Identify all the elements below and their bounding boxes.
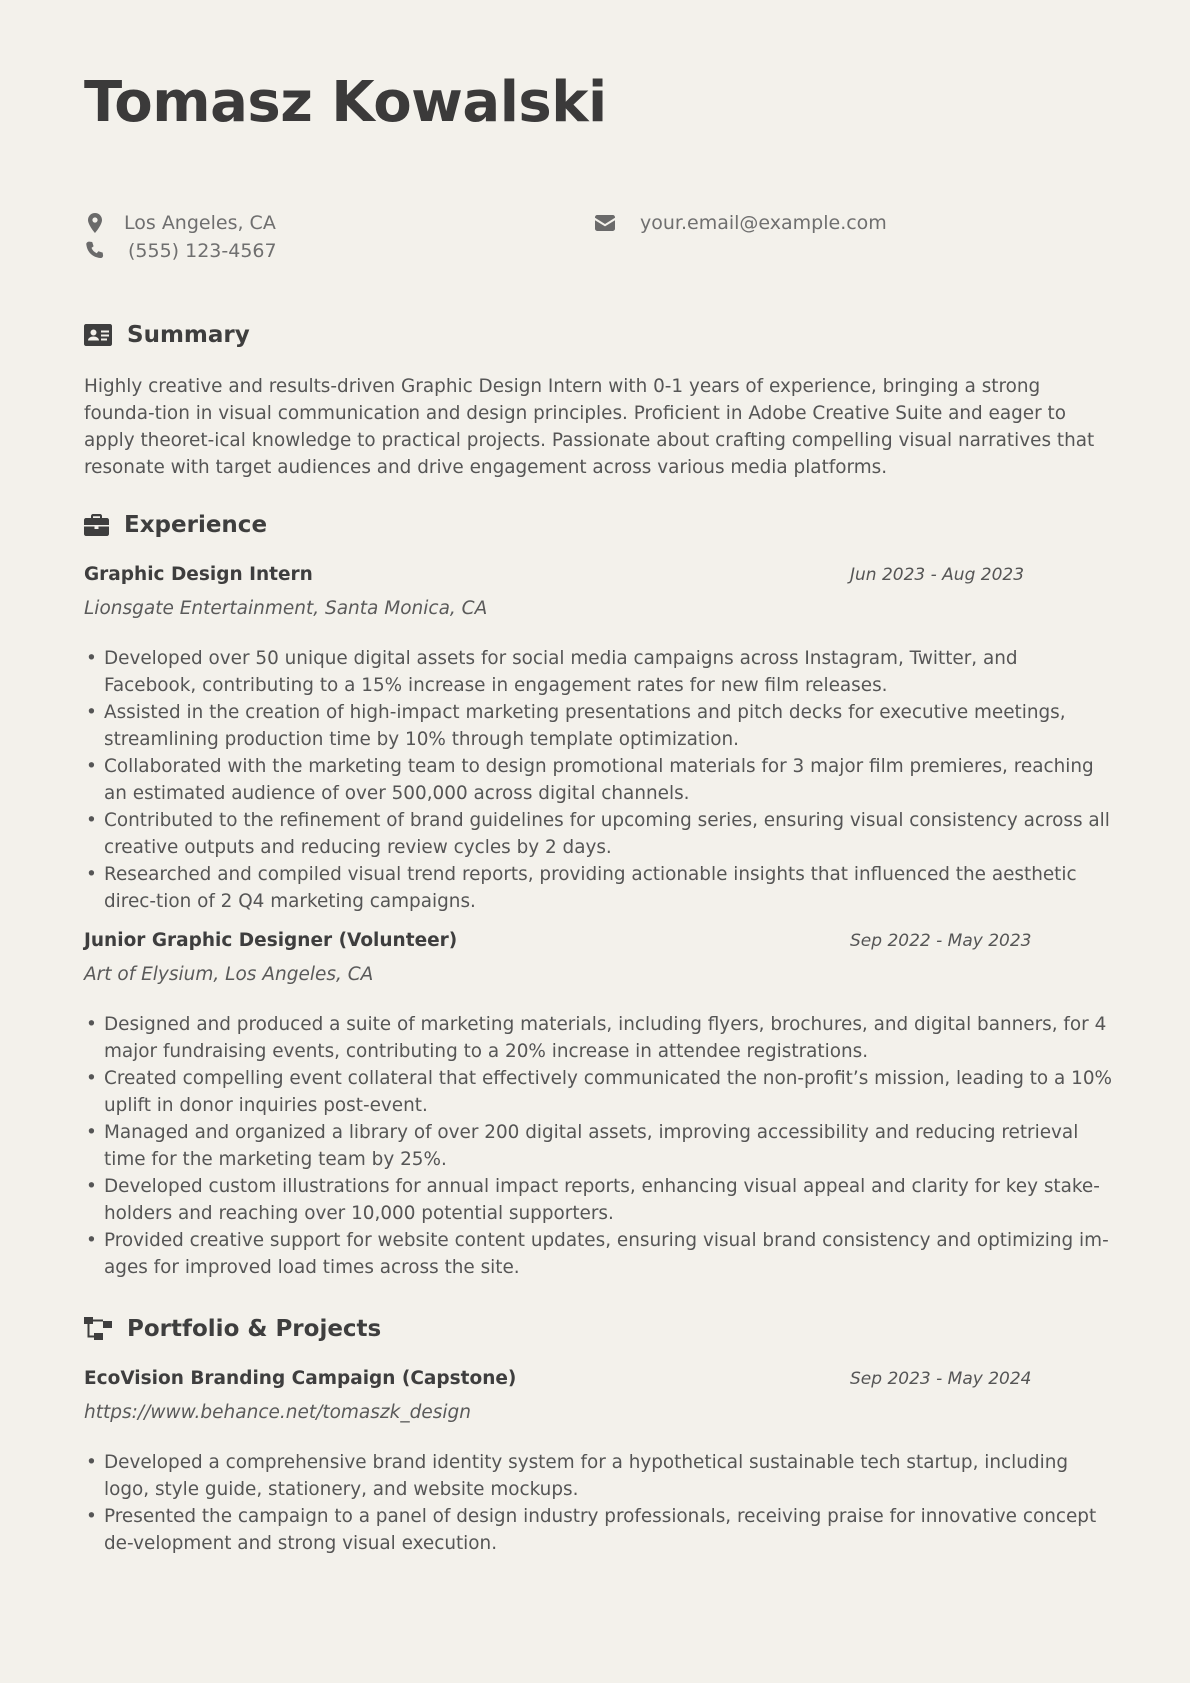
summary-heading: Summary xyxy=(127,322,250,348)
list-item: • Developed custom illustrations for annual impact reports, enhancing visual appeal and clarity for key stake-holders and reaching over 10,000 potential supporters. xyxy=(84,1173,1114,1227)
list-item: • Created compelling event collateral that effectively communicated the non-profit’s mission, leading to a 10% uplift in donor inquiries post-event. xyxy=(84,1065,1114,1119)
location-text: Los Angeles, CA xyxy=(124,212,276,234)
phone-text: (555) 123-4567 xyxy=(128,240,277,262)
contact-email[interactable] xyxy=(594,212,887,234)
job-bullets xyxy=(84,1011,1114,1281)
projects-section-heading xyxy=(84,1316,381,1342)
list-item: • Researched and compiled visual trend reports, providing actionable insights that influenced the aesthetic direc-tion of 2 Q4 marketing campaigns. xyxy=(84,861,1114,915)
job-dates: Sep 2022 - May 2023 xyxy=(850,931,1032,951)
job-dates: Jun 2023 - Aug 2023 xyxy=(850,565,1025,585)
map-pin-icon xyxy=(84,212,106,234)
list-item: • Developed over 50 unique digital assets for social media campaigns across Instagram, Twitter, and Facebook, contributing to a 15% increase in engagement rates for new film releases. xyxy=(84,645,1114,699)
job-bullets xyxy=(84,645,1114,915)
contact-phone xyxy=(84,240,277,262)
list-item: • Managed and organized a library of over 200 digital assets, improving accessibility and reducing retrieval time for the marketing team by 25%. xyxy=(84,1119,1114,1173)
list-item: • Developed a comprehensive brand identity system for a hypothetical sustainable tech startup, including logo, style guide, stationery, and website mockups. xyxy=(84,1449,1114,1503)
contact-location xyxy=(84,212,276,234)
list-item: • Collaborated with the marketing team to design promotional materials for 3 major film premieres, reaching an estimated audience of over 500,000 across digital channels. xyxy=(84,753,1114,807)
list-item: • Provided creative support for website content updates, ensuring visual brand consistency and optimizing im-ages for improved load times across the site. xyxy=(84,1227,1114,1281)
email-text[interactable]: your.email@example.com xyxy=(640,212,887,234)
candidate-name: Tomasz Kowalski xyxy=(84,70,607,135)
id-card-icon xyxy=(84,324,112,346)
list-item: • Designed and produced a suite of marketing materials, including flyers, brochures, and digital banners, for 4 major fundraising events, contributing to a 20% increase in attendee registrations. xyxy=(84,1011,1114,1065)
project-link[interactable]: https://www.behance.net/tomaszk_design xyxy=(84,1402,471,1423)
briefcase-icon xyxy=(84,514,109,536)
list-item: • Contributed to the refinement of brand guidelines for upcoming series, ensuring visual consistency across all creative outputs and reducing review cycles by 2 days. xyxy=(84,807,1114,861)
job-organization: Art of Elysium, Los Angeles, CA xyxy=(84,964,374,985)
job-title: Graphic Design Intern xyxy=(84,564,313,585)
phone-icon xyxy=(84,240,106,262)
job-title: Junior Graphic Designer (Volunteer) xyxy=(84,930,458,951)
project-bullets xyxy=(84,1449,1114,1557)
project-title: EcoVision Branding Campaign (Capstone) xyxy=(84,1368,517,1389)
list-item: • Presented the campaign to a panel of design industry professionals, receiving praise for innovative concept de-velopment and strong visual execution. xyxy=(84,1503,1114,1557)
summary-text: Highly creative and results-driven Graphic Design Intern with 0-1 years of experience, bringing a strong founda-tion in visual communication and design principles. Proficient in Adobe Creative Suite and eager to apply theoret-ical knowledge to practical projects. Passionate about crafting compelling visual narratives that resonate with target audiences and drive engagement across various media platforms. xyxy=(84,376,1095,478)
project-diagram-icon xyxy=(84,1317,112,1341)
experience-heading: Experience xyxy=(124,512,268,538)
list-item: • Assisted in the creation of high-impact marketing presentations and pitch decks for executive meetings, streamlining production time by 10% through template optimization. xyxy=(84,699,1114,753)
experience-section-heading xyxy=(84,512,267,538)
project-dates: Sep 2023 - May 2024 xyxy=(850,1369,1032,1389)
job-organization: Lionsgate Entertainment, Santa Monica, CA xyxy=(84,598,488,619)
projects-heading: Portfolio & Projects xyxy=(127,1316,382,1342)
summary-section-heading xyxy=(84,322,250,348)
envelope-icon xyxy=(594,212,616,234)
